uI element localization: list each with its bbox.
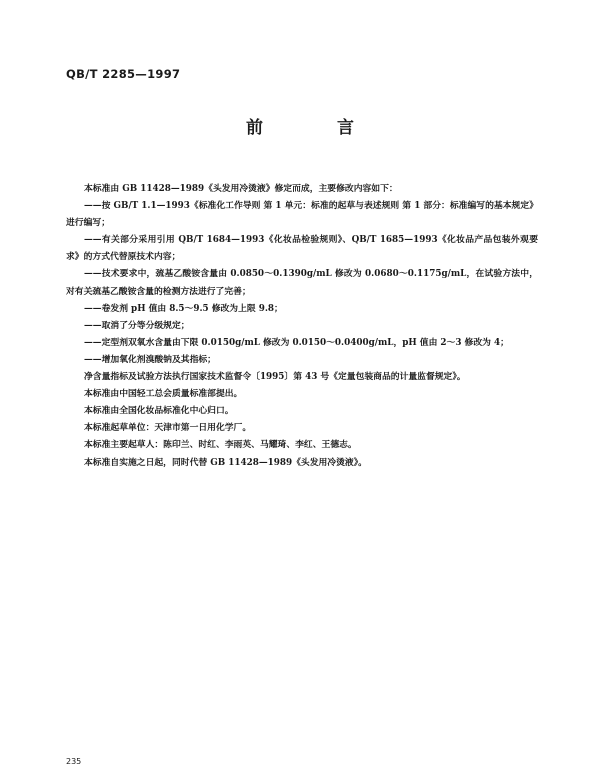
paragraph: ——按 GB/T 1.1—1993《标准化工作导则 第 1 单元：标准的起草与表述规则 第 1 部分：标准编写的基本规定》进行编写； — [66, 201, 538, 229]
paragraph: 本标准主要起草人：陈印兰、时红、李雨英、马耀琦、李红、王德志。 — [84, 440, 357, 451]
paragraph: 本标准由全国化妆品标准化中心归口。 — [84, 406, 234, 417]
paragraph: ——取消了分等分级规定； — [84, 320, 190, 331]
paragraph: 本标准由 GB 11428—1989《头发用冷烫液》修定而成，主要修改内容如下： — [84, 184, 398, 194]
page-title: 前 言 — [246, 118, 388, 138]
paragraph: ——定型剂双氧水含量由下限 0.0150g/mL 修改为 0.0150～0.0400g/mL，pH 值由 2～3 修改为 4； — [84, 337, 509, 348]
paragraph: ——卷发剂 pH 值由 8.5～9.5 修改为上限 9.8； — [84, 303, 283, 314]
paragraph: 本标准自实施之日起，同时代替 GB 11428—1989《头发用冷烫液》。 — [84, 457, 367, 468]
paragraph: 本标准起草单位：天津市第一日用化学厂。 — [84, 423, 252, 434]
paragraph: ——有关部分采用引用 QB/T 1684—1993《化妆品检验规则》、QB/T 1685—1993《化妆品产品包装外观要求》的方式代替原技术内容； — [66, 235, 538, 263]
foreword-body — [66, 181, 538, 472]
paragraph: ——技术要求中，巯基乙酸铵含量由 0.0850～0.1390g/mL 修改为 0.0680～0.1175g/mL，在试验方法中，对有关巯基乙酸铵含量的检测方法进行了完善； — [66, 269, 538, 297]
paragraph: 本标准由中国轻工总会质量标准部提出。 — [84, 389, 243, 400]
standard-code: QB/T 2285—1997 — [66, 67, 181, 81]
paragraph: ——增加氧化剂溴酸钠及其指标； — [84, 354, 216, 365]
paragraph: 净含量指标及试验方法执行国家技术监督令〔1995〕第 43 号《定量包装商品的计量监督规定》。 — [84, 372, 466, 383]
page-number: 235 — [66, 757, 82, 766]
